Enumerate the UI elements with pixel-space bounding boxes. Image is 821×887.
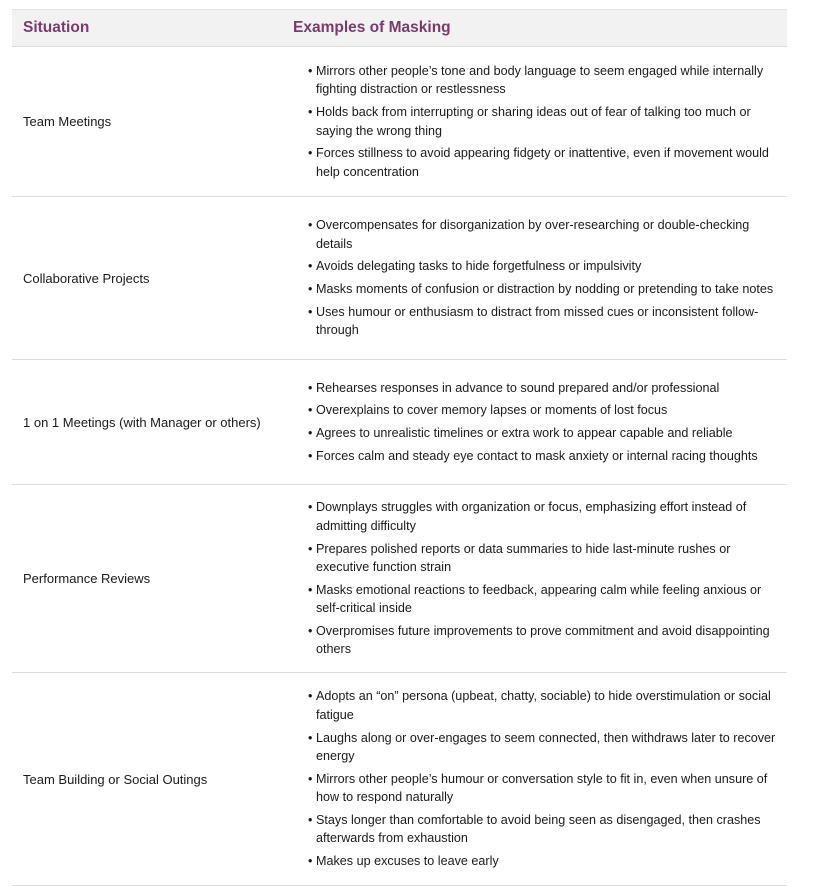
examples-cell (293, 62, 787, 181)
example-item: • Forces stillness to avoid appearing fidgety or inattentive, even if movement would help concentration (308, 144, 781, 181)
situation-cell: Performance Reviews (23, 571, 151, 586)
example-item: • Holds back from interrupting or sharing ideas out of fear of talking too much or saying the wrong thing (308, 103, 781, 140)
situation-cell: Team Building or Social Outings (23, 771, 208, 787)
example-item: • Forces calm and steady eye contact to mask anxiety or internal racing thoughts (308, 447, 787, 465)
example-item: • Avoids delegating tasks to hide forgetfulness or impulsivity (308, 257, 781, 275)
example-item: • Overpromises future improvements to prove commitment and avoid disappointing others (308, 622, 781, 659)
example-item: • Masks moments of confusion or distraction by nodding or pretending to take notes (308, 280, 781, 298)
table-row (12, 673, 787, 886)
examples-cell (293, 216, 787, 340)
example-item: • Mirrors other people’s tone and body language to seem engaged while internally fighting distraction or restlessness (308, 62, 781, 99)
header-situation: Situation (23, 19, 90, 36)
situation-cell: Team Meetings (23, 114, 112, 129)
table-row (12, 485, 787, 673)
masking-table (12, 9, 787, 886)
situation-cell: Collaborative Projects (23, 270, 150, 286)
example-item: • Stays longer than comfortable to avoid being seen as disengaged, then crashes afterwards from exhaustion (308, 811, 781, 848)
example-item: • Makes up excuses to leave early (308, 852, 781, 870)
example-item: • Overcompensates for disorganization by over-researching or double-checking details (308, 216, 781, 253)
header-examples: Examples of Masking (293, 19, 451, 36)
example-item: • Overexplains to cover memory lapses or moments of lost focus (308, 401, 787, 419)
example-item: • Masks emotional reactions to feedback, appearing calm while feeling anxious or self-critical inside (308, 581, 781, 618)
examples-cell (293, 379, 787, 466)
example-item: • Rehearses responses in advance to sound prepared and/or professional (308, 379, 787, 397)
example-item: • Laughs along or over-engages to seem connected, then withdraws later to recover energy (308, 729, 781, 766)
example-item: • Uses humour or enthusiasm to distract from missed cues or inconsistent follow-through (308, 303, 781, 340)
table-header (12, 9, 787, 47)
table-row (12, 47, 787, 197)
example-item: • Downplays struggles with organization or focus, emphasizing effort instead of admitting difficulty (308, 498, 781, 535)
table-row (12, 197, 787, 360)
example-item: • Prepares polished reports or data summaries to hide last-minute rushes or executive function strain (308, 540, 781, 577)
examples-cell (293, 687, 787, 870)
examples-cell (293, 498, 787, 658)
example-item: • Mirrors other people’s humour or conversation style to fit in, even when unsure of how to respond naturally (308, 770, 781, 807)
example-item: • Agrees to unrealistic timelines or extra work to appear capable and reliable (308, 424, 787, 442)
example-item: • Adopts an “on” persona (upbeat, chatty, sociable) to hide overstimulation or social fatigue (308, 687, 781, 724)
table-row (12, 360, 787, 485)
situation-cell: 1 on 1 Meetings (with Manager or others) (23, 414, 261, 430)
